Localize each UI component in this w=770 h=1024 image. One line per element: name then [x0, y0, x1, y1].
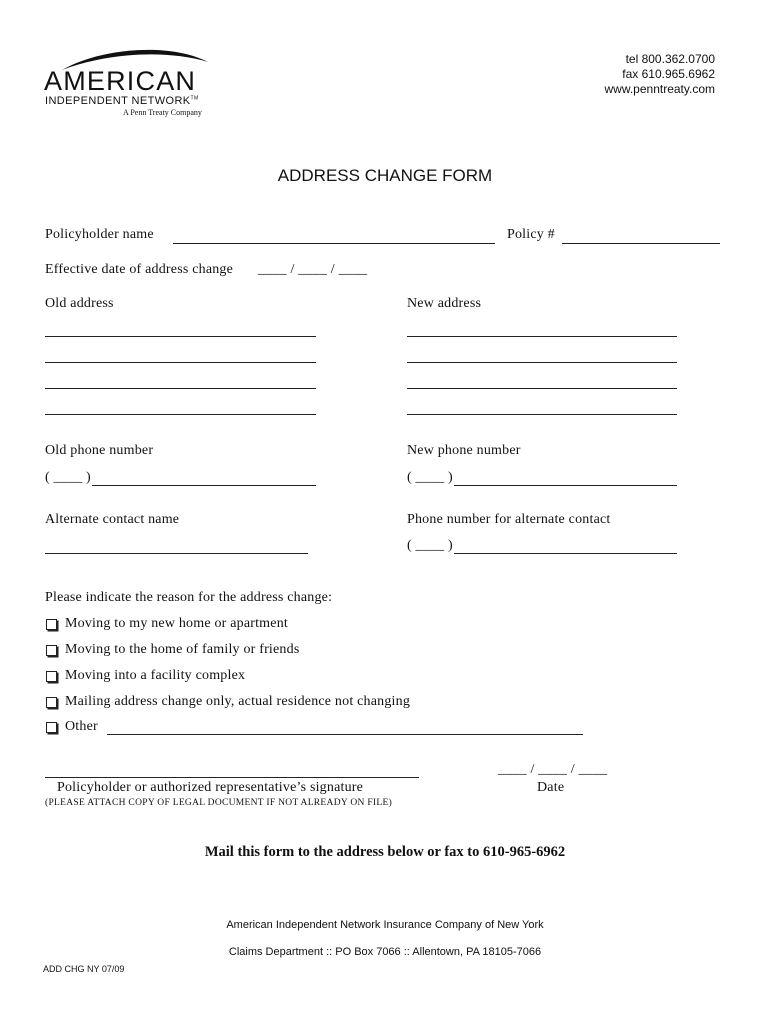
old-address-label: Old address — [45, 296, 114, 311]
signature-label: Policyholder or authorized representative’s signature — [57, 780, 364, 795]
new-address-line-2[interactable] — [407, 362, 677, 363]
form-code: ADD CHG NY 07/09 — [43, 964, 125, 974]
contact-fax: fax 610.965.6962 — [622, 67, 715, 81]
policy-number-label: Policy # — [507, 227, 555, 242]
new-address-line-4[interactable] — [407, 414, 677, 415]
alt-phone-field[interactable] — [454, 553, 677, 554]
footer-address: Claims Department :: PO Box 7066 :: Allentown, PA 18105-7066 — [228, 946, 542, 958]
old-address-line-3[interactable] — [45, 388, 316, 389]
contact-tel: tel 800.362.0700 — [625, 52, 715, 66]
reason-checkbox-1[interactable] — [46, 619, 57, 630]
signature-field[interactable] — [45, 777, 419, 778]
new-address-line-3[interactable] — [407, 388, 677, 389]
reason-label-other: Other — [65, 719, 98, 734]
logo-trademark: TM — [190, 95, 199, 102]
effective-date-label: Effective date of address change — [45, 262, 234, 277]
alt-contact-field[interactable] — [45, 553, 308, 554]
reason-label-3: Moving into a facility complex — [65, 668, 246, 683]
reason-prompt: Please indicate the reason for the address change: — [45, 590, 333, 605]
old-address-line-4[interactable] — [45, 414, 316, 415]
company-logo — [40, 44, 230, 120]
mail-instruction: Mail this form to the address below or fax to 610-965-6962 — [204, 844, 566, 860]
policyholder-label: Policyholder name — [45, 227, 154, 242]
contact-website: www.penntreaty.com — [604, 82, 715, 96]
alt-contact-label: Alternate contact name — [45, 512, 180, 527]
old-phone-label: Old phone number — [45, 443, 154, 458]
reason-checkbox-3[interactable] — [46, 671, 57, 682]
old-address-line-1[interactable] — [45, 336, 316, 337]
policy-number-field[interactable] — [562, 243, 720, 244]
reason-label-1: Moving to my new home or apartment — [65, 616, 288, 631]
alt-phone-area-code[interactable]: ( ____ ) — [407, 538, 453, 553]
reason-label-2: Moving to the home of family or friends — [65, 642, 300, 657]
other-reason-field[interactable] — [107, 734, 583, 735]
logo-wordmark: AMERICAN — [44, 66, 197, 96]
effective-date-field[interactable]: ____ / ____ / ____ — [258, 262, 368, 277]
reason-checkbox-other[interactable] — [46, 722, 57, 733]
logo-tagline: A Penn Treaty Company — [123, 108, 202, 117]
date-label: Date — [537, 780, 565, 795]
new-phone-area-code[interactable]: ( ____ ) — [407, 470, 453, 485]
old-address-line-2[interactable] — [45, 362, 316, 363]
footer-company: American Independent Network Insurance Company of New York — [226, 919, 544, 931]
reason-checkbox-2[interactable] — [46, 645, 57, 656]
old-phone-field[interactable] — [92, 485, 316, 486]
reason-checkbox-4[interactable] — [46, 697, 57, 708]
old-phone-area-code[interactable]: ( ____ ) — [45, 470, 91, 485]
signature-date-field[interactable]: ____ / ____ / ____ — [498, 762, 608, 777]
new-address-label: New address — [407, 296, 482, 311]
new-phone-label: New phone number — [407, 443, 521, 458]
reason-label-4: Mailing address change only, actual residence not changing — [65, 694, 411, 709]
new-phone-field[interactable] — [454, 485, 677, 486]
form-title: ADDRESS CHANGE FORM — [277, 166, 493, 185]
logo-subtitle: INDEPENDENT NETWORK — [45, 95, 191, 107]
new-address-line-1[interactable] — [407, 336, 677, 337]
alt-phone-label: Phone number for alternate contact — [407, 512, 611, 527]
attach-note: (PLEASE ATTACH COPY OF LEGAL DOCUMENT IF NOT ALREADY ON FILE) — [45, 798, 393, 808]
policyholder-name-field[interactable] — [173, 243, 495, 244]
